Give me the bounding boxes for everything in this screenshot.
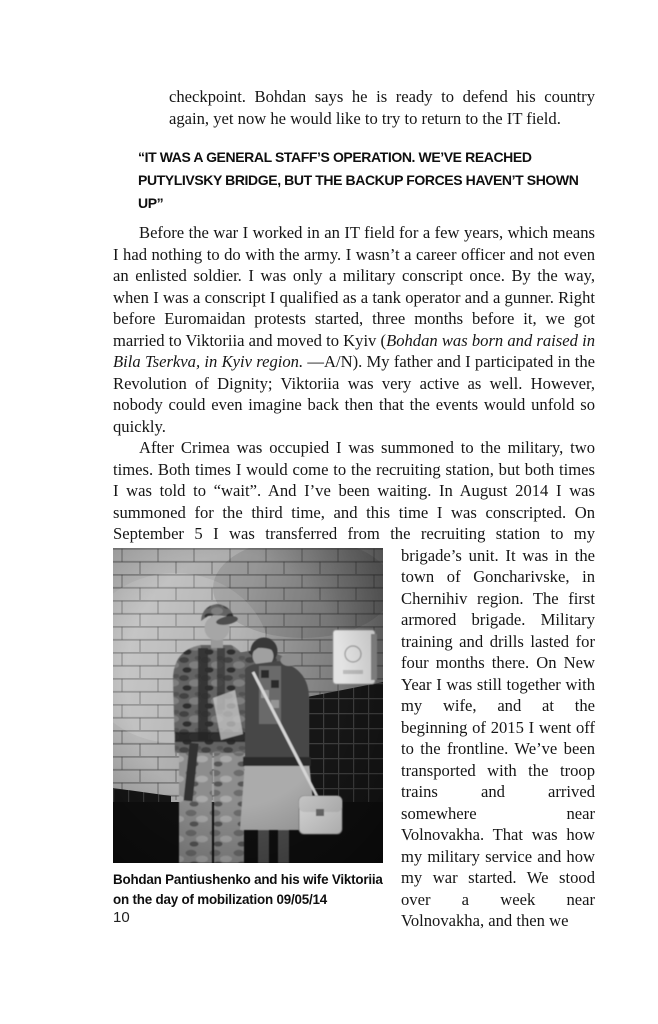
photo-caption [113, 870, 383, 910]
paragraph-2 [113, 222, 595, 437]
photo [113, 548, 383, 863]
section-heading: “IT WAS A GENERAL STAFF’S OPERATION. WE’VE REACHED PUTYLIVSKY BRIDGE, BUT THE BACKUP FORCES HAVEN’T SHOWN UP” [138, 149, 579, 211]
paragraph-3-text-before-photo: After Crimea was occupied I was summoned to the military, two times. Both times I would come to the recruiting station, but both times I was told to “wait”. And I’ve been waiting. In August 2014 I was summoned for the third time, and this time I was conscripted. On September 5 I was transferred from the recruiting station to my [113, 438, 595, 543]
text-block [113, 86, 595, 932]
paragraph-2-text-before: Before the war I worked in an IT field for a few years, which means I had nothing to do with the army. I wasn’t a career officer and not even an enlisted soldier. I was only a military conscript once. By the way, when I was a conscript I qualified as a tank operator and a gunner. Right before Euromaidan protests started, three months before it, we got married to Viktoriia and moved to Kyiv ( [113, 223, 595, 350]
page-number: 10 [113, 909, 130, 926]
paragraph-2-italic-note: Bohdan was born and raised in Bila Tserkva, in Kyiv region. [113, 330, 595, 371]
paragraph-3 [113, 437, 595, 932]
paragraph-3-text-after-photo: brigade’s unit. It was in the town of Goncharivske, in Chernihiv region. The first armored brigade. Military training and drills lasted for four months there. On New Year I was still together with my wife, and at the beginning of 2015 I went off to the frontline. We’ve been transported with the troop trains and arrived somewhere near Volnovakha. That was how my military service and how my war started. We stood over a week near Volnovakha, and then we [401, 545, 595, 930]
photo-figure [113, 548, 383, 910]
photo-caption-line-1: Bohdan Pantiushenko and his wife Viktoriia [113, 871, 383, 887]
paragraph-2-text-after: —A/N). My father and I participated in the Revolution of Dignity; Viktoriia was very active as well. However, nobody could even imagine back then that the events would unfold so quickly. [113, 352, 595, 436]
photo-caption-line-2: on the day of mobilization 09/05/14 [113, 891, 327, 907]
paragraph-continuation: checkpoint. Bohdan says he is ready to defend his country again, yet now he would like to try to return to the IT field. [169, 87, 595, 128]
